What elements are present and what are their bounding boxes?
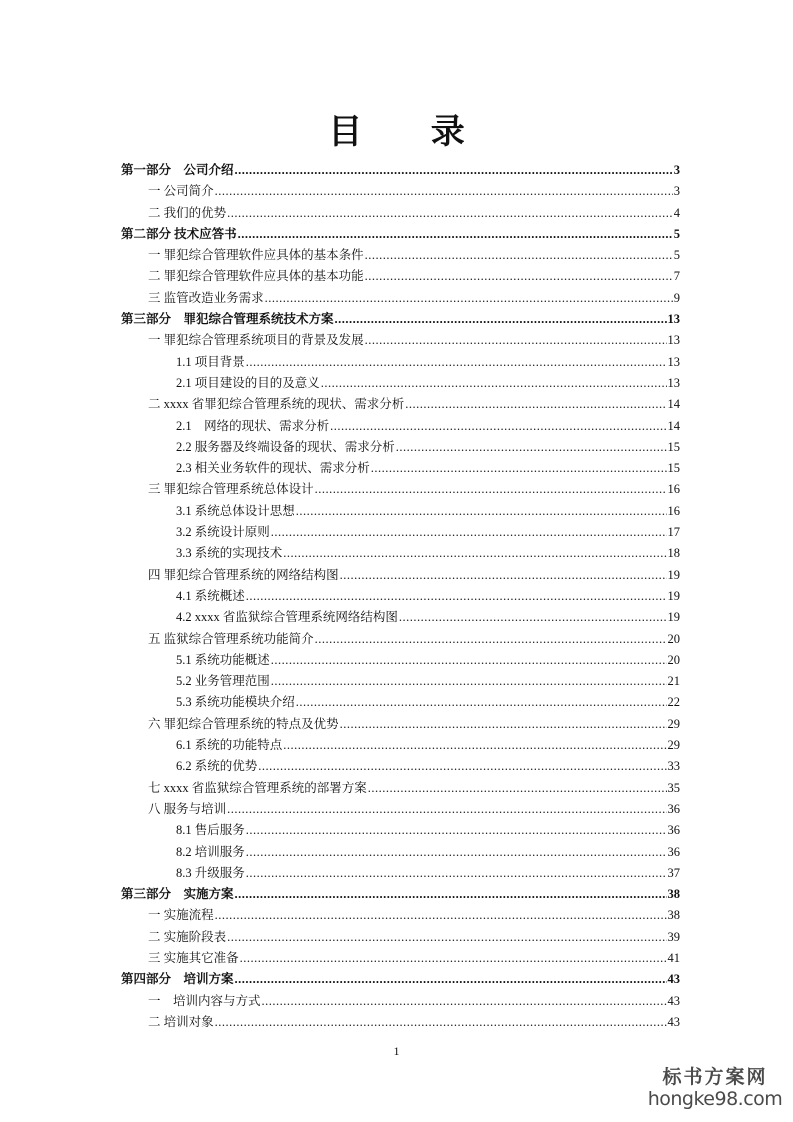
toc-entry-page: 16 <box>667 503 680 518</box>
toc-section-entry[interactable] <box>121 245 680 266</box>
toc-dot-leader <box>296 692 667 713</box>
toc-entry-page: 36 <box>667 801 680 816</box>
toc-dot-leader <box>238 224 673 245</box>
toc-entry-page: 38 <box>667 908 680 923</box>
toc-entry-label: 七 xxxx 省监狱综合管理系统的部署方案 <box>148 780 367 795</box>
toc-section-entry[interactable] <box>121 991 680 1012</box>
toc-title: 目 录 <box>328 114 495 151</box>
toc-entry-label: 二 实施阶段表 <box>148 929 227 944</box>
toc-entry-page: 4 <box>673 205 680 220</box>
toc-dot-leader <box>371 458 667 479</box>
toc-subsection-entry[interactable] <box>121 692 680 713</box>
toc-dot-leader <box>368 778 667 799</box>
toc-subsection-entry[interactable] <box>121 352 680 373</box>
toc-subsection-entry[interactable] <box>121 735 680 756</box>
toc-entry-label: 5.3 系统功能模块介绍 <box>176 695 295 710</box>
toc-section-entry[interactable] <box>121 927 680 948</box>
toc-subsection-entry[interactable] <box>121 650 680 671</box>
toc-section-entry[interactable] <box>121 203 680 224</box>
toc-entry-page: 19 <box>667 588 680 603</box>
toc-entry-page: 19 <box>667 610 680 625</box>
toc-entry-page: 16 <box>667 482 680 497</box>
toc-entry-page: 17 <box>667 525 680 540</box>
toc-dot-leader <box>246 842 667 863</box>
toc-dot-leader <box>271 671 667 692</box>
toc-entry-page: 38 <box>667 887 680 902</box>
toc-entry-page: 36 <box>667 844 680 859</box>
toc-subsection-entry[interactable] <box>121 373 680 394</box>
toc-entry-page: 13 <box>667 354 680 369</box>
toc-entry-label: 第四部分 培训方案 <box>121 972 234 987</box>
toc-section-entry[interactable] <box>121 394 680 415</box>
toc-entry-label: 二 xxxx 省罪犯综合管理系统的现状、需求分析 <box>148 397 405 412</box>
toc-entry-page: 20 <box>667 652 680 667</box>
toc-dot-leader <box>262 991 667 1012</box>
toc-entry-label: 3.2 系统设计原则 <box>176 525 270 540</box>
toc-entry-label: 2.1 网络的现状、需求分析 <box>176 418 330 433</box>
toc-dot-leader <box>227 203 673 224</box>
toc-part-entry[interactable] <box>121 309 680 330</box>
toc-dot-leader <box>296 501 667 522</box>
toc-entry-page: 37 <box>667 865 680 880</box>
toc-entry-label: 三 监管改造业务需求 <box>148 290 264 305</box>
toc-subsection-entry[interactable] <box>121 842 680 863</box>
toc-dot-leader <box>365 245 673 266</box>
toc-entry-label: 第一部分 公司介绍 <box>121 163 234 177</box>
toc-subsection-entry[interactable] <box>121 437 680 458</box>
toc-section-entry[interactable] <box>121 714 680 735</box>
toc-entry-page: 39 <box>667 929 680 944</box>
toc-dot-leader <box>283 735 666 756</box>
toc-subsection-entry[interactable] <box>121 756 680 777</box>
toc-entry-page: 20 <box>667 631 680 646</box>
toc-part-entry[interactable] <box>121 224 680 245</box>
toc-entry-page: 15 <box>667 439 680 454</box>
toc-entry-label: 二 我们的优势 <box>148 205 227 220</box>
watermark-logo <box>640 1066 790 1110</box>
toc-entry-label: 1.1 项目背景 <box>176 354 245 369</box>
toc-subsection-entry[interactable] <box>121 586 680 607</box>
toc-entry-page: 43 <box>667 1014 680 1029</box>
toc-dot-leader <box>365 266 673 287</box>
toc-section-entry[interactable] <box>121 905 680 926</box>
toc-subsection-entry[interactable] <box>121 820 680 841</box>
toc-section-entry[interactable] <box>121 565 680 586</box>
toc-section-entry[interactable] <box>121 778 680 799</box>
toc-entry-label: 五 监狱综合管理系统功能简介 <box>148 631 314 646</box>
toc-dot-leader <box>315 629 667 650</box>
toc-entry-label: 四 罪犯综合管理系统的网络结构图 <box>148 567 339 582</box>
toc-entry-label: 第三部分 实施方案 <box>121 887 234 902</box>
toc-entry-label: 三 实施其它准备 <box>148 950 239 965</box>
toc-dot-leader <box>315 479 667 500</box>
toc-entry-label: 第二部分 技术应答书 <box>121 226 237 241</box>
toc-entry-label: 6.1 系统的功能特点 <box>176 738 283 753</box>
toc-dot-leader <box>335 309 667 330</box>
toc-entry-page: 21 <box>667 674 680 689</box>
toc-subsection-entry[interactable] <box>121 607 680 628</box>
toc-entry-label: 一 实施流程 <box>148 908 214 923</box>
toc-entry-label: 第三部分 罪犯综合管理系统技术方案 <box>121 312 334 327</box>
toc-entry-label: 2.1 项目建设的目的及意义 <box>176 375 320 390</box>
toc-entry-page: 14 <box>667 397 680 412</box>
toc-section-entry[interactable] <box>121 948 680 969</box>
toc-entry-label: 一 罪犯综合管理系统项目的背景及发展 <box>148 333 364 348</box>
toc-entry-label: 8.3 升级服务 <box>176 865 245 880</box>
toc-entry-label: 三 罪犯综合管理系统总体设计 <box>148 482 314 497</box>
toc-dot-leader <box>365 330 667 351</box>
toc-entry-label: 二 培训对象 <box>148 1014 214 1029</box>
toc-entry-label: 六 罪犯综合管理系统的特点及优势 <box>148 716 339 731</box>
toc-entry-label: 8.1 售后服务 <box>176 823 245 838</box>
toc-dot-leader <box>265 288 673 309</box>
toc-entry-label: 2.2 服务器及终端设备的现状、需求分析 <box>176 439 395 454</box>
toc-entry-page: 29 <box>667 738 680 753</box>
toc-subsection-entry[interactable] <box>121 501 680 522</box>
toc-entry-page: 33 <box>667 759 680 774</box>
toc-entry-page: 29 <box>667 716 680 731</box>
toc-entry-label: 8.2 培训服务 <box>176 844 245 859</box>
toc-dot-leader <box>235 884 667 905</box>
toc-section-entry[interactable] <box>121 1012 680 1033</box>
toc-entry-page: 5 <box>673 226 680 241</box>
toc-entry-page: 19 <box>667 567 680 582</box>
toc-entry-page: 9 <box>673 290 680 305</box>
table-of-contents <box>121 160 680 1033</box>
toc-entry-page: 22 <box>667 695 680 710</box>
toc-dot-leader <box>396 437 667 458</box>
toc-dot-leader <box>321 373 667 394</box>
toc-dot-leader <box>215 905 667 926</box>
toc-entry-page: 13 <box>667 312 680 327</box>
toc-dot-leader <box>215 1012 667 1033</box>
toc-dot-leader <box>271 650 667 671</box>
toc-entry-page: 3 <box>673 163 680 177</box>
toc-entry-label: 二 罪犯综合管理软件应具体的基本功能 <box>148 269 364 284</box>
toc-entry-label: 3.1 系统总体设计思想 <box>176 503 295 518</box>
toc-entry-label: 一 公司简介 <box>148 184 214 199</box>
toc-entry-label: 4.2 xxxx 省监狱综合管理系统网络结构图 <box>176 610 398 625</box>
watermark-cn: 标书方案网 <box>662 1066 768 1088</box>
toc-entry-page: 5 <box>673 248 680 263</box>
toc-entry-label: 2.3 相关业务软件的现状、需求分析 <box>176 461 370 476</box>
toc-entry-page: 41 <box>667 950 680 965</box>
toc-entry-label: 5.1 系统功能概述 <box>176 652 270 667</box>
toc-section-entry[interactable] <box>121 288 680 309</box>
toc-entry-label: 八 服务与培训 <box>148 801 227 816</box>
toc-part-entry[interactable] <box>121 884 680 905</box>
toc-dot-leader <box>235 160 673 181</box>
toc-dot-leader <box>227 927 666 948</box>
watermark-en: hongke98.com <box>647 1088 783 1110</box>
toc-entry-page: 13 <box>667 333 680 348</box>
toc-dot-leader <box>399 607 667 628</box>
toc-entry-page: 43 <box>667 993 680 1008</box>
toc-entry-page: 7 <box>673 269 680 284</box>
toc-entry-page: 15 <box>667 461 680 476</box>
toc-dot-leader <box>240 948 667 969</box>
toc-dot-leader <box>246 863 667 884</box>
toc-entry-label: 一 罪犯综合管理软件应具体的基本条件 <box>148 248 364 263</box>
toc-subsection-entry[interactable] <box>121 458 680 479</box>
toc-dot-leader <box>330 416 666 437</box>
toc-section-entry[interactable] <box>121 629 680 650</box>
toc-subsection-entry[interactable] <box>121 671 680 692</box>
toc-entry-page: 43 <box>667 972 680 987</box>
toc-section-entry[interactable] <box>121 799 680 820</box>
toc-entry-page: 35 <box>667 780 680 795</box>
toc-dot-leader <box>215 181 673 202</box>
toc-entry-page: 36 <box>667 823 680 838</box>
toc-dot-leader <box>405 394 666 415</box>
toc-entry-label: 4.1 系统概述 <box>176 588 245 603</box>
toc-part-entry[interactable] <box>121 160 680 181</box>
toc-part-entry[interactable] <box>121 969 680 990</box>
toc-section-entry[interactable] <box>121 330 680 351</box>
toc-subsection-entry[interactable] <box>121 522 680 543</box>
toc-entry-page: 3 <box>673 184 680 199</box>
toc-entry-label: 一 培训内容与方式 <box>148 993 261 1008</box>
toc-dot-leader <box>271 522 667 543</box>
toc-entry-label: 3.3 系统的实现技术 <box>176 546 283 561</box>
toc-dot-leader <box>258 756 666 777</box>
page-number: 1 <box>393 1044 400 1058</box>
toc-subsection-entry[interactable] <box>121 416 680 437</box>
toc-dot-leader <box>246 586 667 607</box>
toc-entry-page: 18 <box>667 546 680 561</box>
toc-entry-page: 13 <box>667 375 680 390</box>
toc-section-entry[interactable] <box>121 181 680 202</box>
toc-section-entry[interactable] <box>121 266 680 287</box>
toc-dot-leader <box>246 820 667 841</box>
toc-dot-leader <box>283 543 666 564</box>
toc-dot-leader <box>227 799 666 820</box>
toc-section-entry[interactable] <box>121 479 680 500</box>
toc-dot-leader <box>340 565 667 586</box>
toc-entry-label: 5.2 业务管理范围 <box>176 674 270 689</box>
toc-dot-leader <box>246 352 667 373</box>
toc-entry-page: 14 <box>667 418 680 433</box>
toc-entry-label: 6.2 系统的优势 <box>176 759 258 774</box>
toc-subsection-entry[interactable] <box>121 863 680 884</box>
toc-dot-leader <box>340 714 667 735</box>
toc-dot-leader <box>235 969 667 990</box>
toc-subsection-entry[interactable] <box>121 543 680 564</box>
